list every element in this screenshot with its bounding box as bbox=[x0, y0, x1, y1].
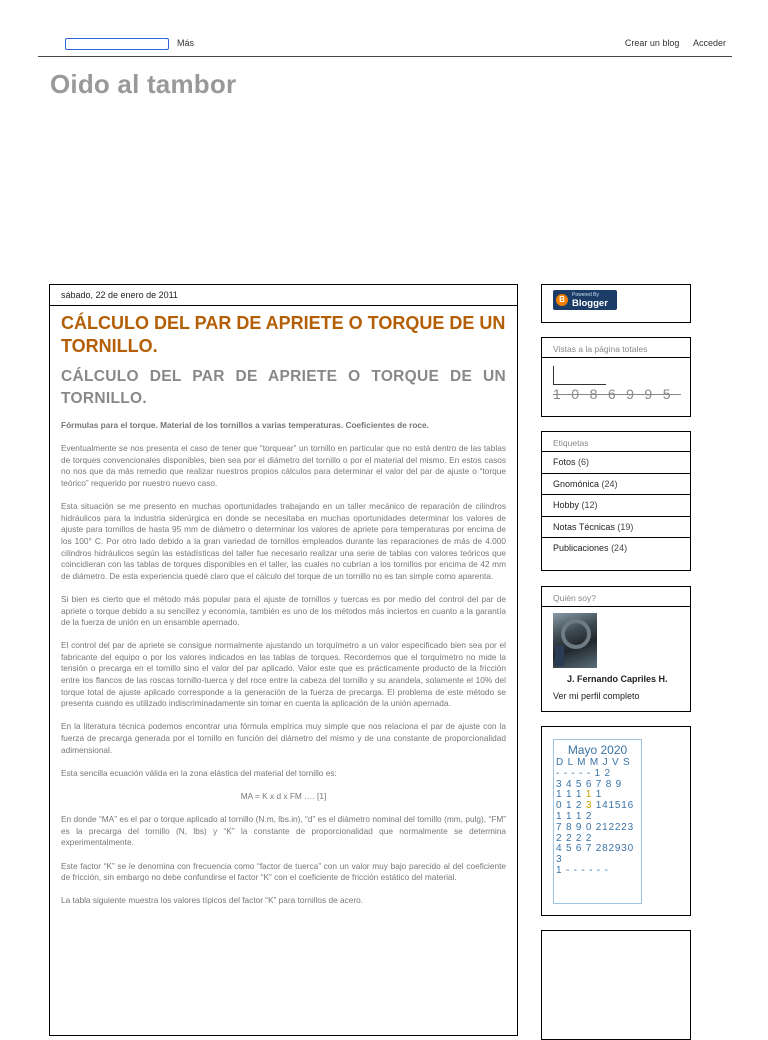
calendar-row: 1 1 1 2 bbox=[556, 810, 593, 822]
label-name[interactable]: Gnomónica bbox=[553, 478, 600, 489]
label-count: (24) bbox=[601, 478, 618, 489]
label-name[interactable]: Hobby bbox=[553, 500, 580, 511]
label-count: (6) bbox=[578, 457, 590, 467]
calendar-title: Mayo 2020 bbox=[567, 743, 628, 757]
calendar-row: 3 bbox=[556, 854, 563, 866]
pageviews-widget bbox=[541, 337, 691, 417]
post-paragraph: La tabla siguiente muestra los valores típicos del factor “K” para tornillos de acero. bbox=[61, 895, 364, 906]
navbar bbox=[38, 34, 732, 57]
calendar-row: 4 5 6 7 282930 bbox=[556, 843, 634, 855]
label-count: (12) bbox=[581, 500, 598, 511]
calendar-row: 2 2 2 2 bbox=[556, 832, 593, 844]
date-header: sábado, 22 de enero de 2011 bbox=[50, 285, 517, 306]
label-name[interactable]: Notas Técnicas bbox=[553, 521, 615, 532]
calendar bbox=[553, 739, 642, 904]
label-name[interactable]: Publicaciones bbox=[553, 543, 609, 554]
powered-by-widget bbox=[541, 284, 691, 323]
post-intro: Fórmulas para el torque. Material de los tornillos a varias temperaturas. Coeficientes de roce. bbox=[61, 420, 429, 430]
post-title[interactable]: CÁLCULO DEL PAR DE APRIETE O TORQUE DE UN TORNILLO. bbox=[61, 313, 506, 356]
calendar-row: D L M M J V S bbox=[556, 757, 631, 768]
label-item[interactable] bbox=[542, 538, 690, 560]
create-blog-link[interactable]: Crear un blog bbox=[624, 38, 680, 48]
powered-by-blogger-badge[interactable] bbox=[553, 290, 617, 310]
more-link[interactable]: Más bbox=[177, 38, 195, 48]
profile-link[interactable]: Ver mi perfil completo bbox=[553, 691, 640, 701]
post-container bbox=[49, 284, 518, 1036]
calendar-row: 1 1 1 1 1 bbox=[556, 789, 603, 801]
person-shape bbox=[555, 646, 564, 666]
calendar-row: 0 1 2 3 141516 bbox=[556, 800, 634, 812]
navbar-right bbox=[614, 38, 726, 48]
calendar-today: 1 bbox=[585, 789, 593, 801]
label-item[interactable] bbox=[542, 495, 690, 517]
post-paragraph: En donde “MA” es el par o torque aplicado al tornillo (N.m, lbs.in), “d” es el diámetro nominal del tornillo (mm, pulg), “FM” es la precarga del tornillo (N, lbs) y “K” la constante de proporcionalidad que normalmente se determina experimentalmente. bbox=[61, 814, 506, 848]
blogger-text: Blogger bbox=[572, 298, 608, 309]
sign-in-link[interactable]: Acceder bbox=[692, 38, 726, 48]
post-paragraph: Este factor “K” se le denomina con frecuencia como “factor de tuerca” con un valor muy bajo parecido al del coeficiente de fricción, sin embargo no debe confundirse el factor “K” con el coeficiente de fricción estático del material. bbox=[61, 860, 506, 883]
calendar-row: - - - - - 1 2 bbox=[556, 767, 611, 779]
profile-widget bbox=[541, 586, 691, 712]
profile-photo[interactable] bbox=[553, 613, 597, 668]
post-paragraph: Esta situación se me presento en muchas oportunidades trabajando en un taller mecánico de reparación de cilindros hidráulicos para la industria siderúrgica en donde se necesitaba en muchas oportunidades determinar los valores de ajuste para tornillos de hasta 95 mm de diámetro o determinar los valores de apriete para temperaturas por encima de los 100° C. Por otro lado debido a la gran variedad de tornillos empleados durante las reparaciones de más de 4.000 cilindros hidráulicos según las estadísticas del taller fue necesario realizar una serie de tablas con valores teóricos que coincidieran con las tablas de torques disponibles en el taller, las cuales no cubrían a los tornillos por encima de 42 mm de diámetro. De esta experiencia quedé claro que el cálculo del torque de un tornillo no es tan simple como aparenta. bbox=[61, 501, 506, 581]
calendar-row: 1 - - - - - - bbox=[556, 864, 609, 876]
cylinder-shape bbox=[561, 619, 591, 649]
blogger-icon: B bbox=[556, 294, 568, 306]
post-paragraph: Eventualmente se nos presenta el caso de tener que “torquear” un tornillo en particular que no está dentro de las tablas de torques convencionales disponibles, bien sea por el diámetro del tornillo o por el material del mismo. En estos casos no nos que da más remedio que realizar nuestros propios cálculos para determinar el valor del par de ajuste o “torque teórico” requerido por nuestro nuevo caso. bbox=[61, 443, 506, 488]
labels-title: Etiquetas bbox=[542, 432, 690, 452]
blog-title[interactable]: Oido al tambor bbox=[50, 69, 237, 99]
post-paragraph: En la literatura técnica podemos encontrar una fórmula empírica muy simple que nos relaciona el par de ajuste con la fuerza de precarga generada por el tornillo en función del diámetro del mismo y de una constante de proporcionalidad adimensional. bbox=[61, 721, 506, 755]
profile-title: Quién soy? bbox=[542, 587, 690, 607]
profile-name[interactable]: J. Fernando Capriles H. bbox=[567, 674, 668, 684]
post-paragraph: El control del par de apriete se consigue normalmente ajustando un torquímetro a un valor especificado bien sea por el fabricante del equipo o por los valores indicados en las tablas de torques. Recordemos que el torquímetro no mide la tensión o precarga en el tornillo sino el valor del par aplicado. Valor este que es prácticamente producto de la fricción entre los flancos de las roscas tornillo-tuerca y del roce entre la cabeza del tornillo y su arandela, solamente el 10% del torque total de ajuste aplicado corresponde a la generación de la fuerza de precarga. El problema de este método se presenta cuando es utilizado indiscriminadamente sin tomar en cuenta la aplicación de la unión apernada. bbox=[61, 640, 506, 709]
post-subtitle: CÁLCULO DEL PAR DE APRIETE O TORQUE DE UN TORNILLO. bbox=[61, 368, 506, 407]
label-count: (19) bbox=[617, 521, 634, 532]
counter-box bbox=[553, 366, 606, 385]
calendar-row: 7 8 9 0 212223 bbox=[556, 821, 634, 833]
post-formula: MA = K x d x FM …. [1] bbox=[240, 791, 327, 801]
calendar-widget bbox=[541, 726, 691, 916]
calendar-today-b: 3 bbox=[585, 800, 593, 812]
label-item[interactable] bbox=[542, 474, 690, 496]
calendar-row: 3 4 5 6 7 8 9 bbox=[556, 778, 623, 790]
post-paragraph: Si bien es cierto que el método más popular para el ajuste de tornillos y tuercas es por medio del control del par de apriete o torque debido a su sencillez y economía, también es uno de los métodos más inciertos en cuanto a la garantía de la fuerza de unión en un ensamble apernado. bbox=[61, 593, 506, 628]
label-name[interactable]: Fotos bbox=[553, 457, 576, 467]
post-paragraph: Esta sencilla ecuación válida en la zona elástica del material del tornillo es: bbox=[61, 767, 337, 778]
labels-widget bbox=[541, 431, 691, 571]
label-item[interactable] bbox=[542, 452, 690, 474]
search-input[interactable] bbox=[65, 38, 169, 50]
calendar-grid bbox=[556, 758, 640, 877]
powered-by-text: Powered By bbox=[572, 292, 599, 298]
label-count: (24) bbox=[611, 543, 628, 554]
pageview-count: 1086995 bbox=[553, 386, 682, 402]
post-body bbox=[50, 306, 517, 907]
pageviews-title: Vistas a la página totales bbox=[542, 338, 690, 358]
label-item[interactable] bbox=[542, 517, 690, 539]
